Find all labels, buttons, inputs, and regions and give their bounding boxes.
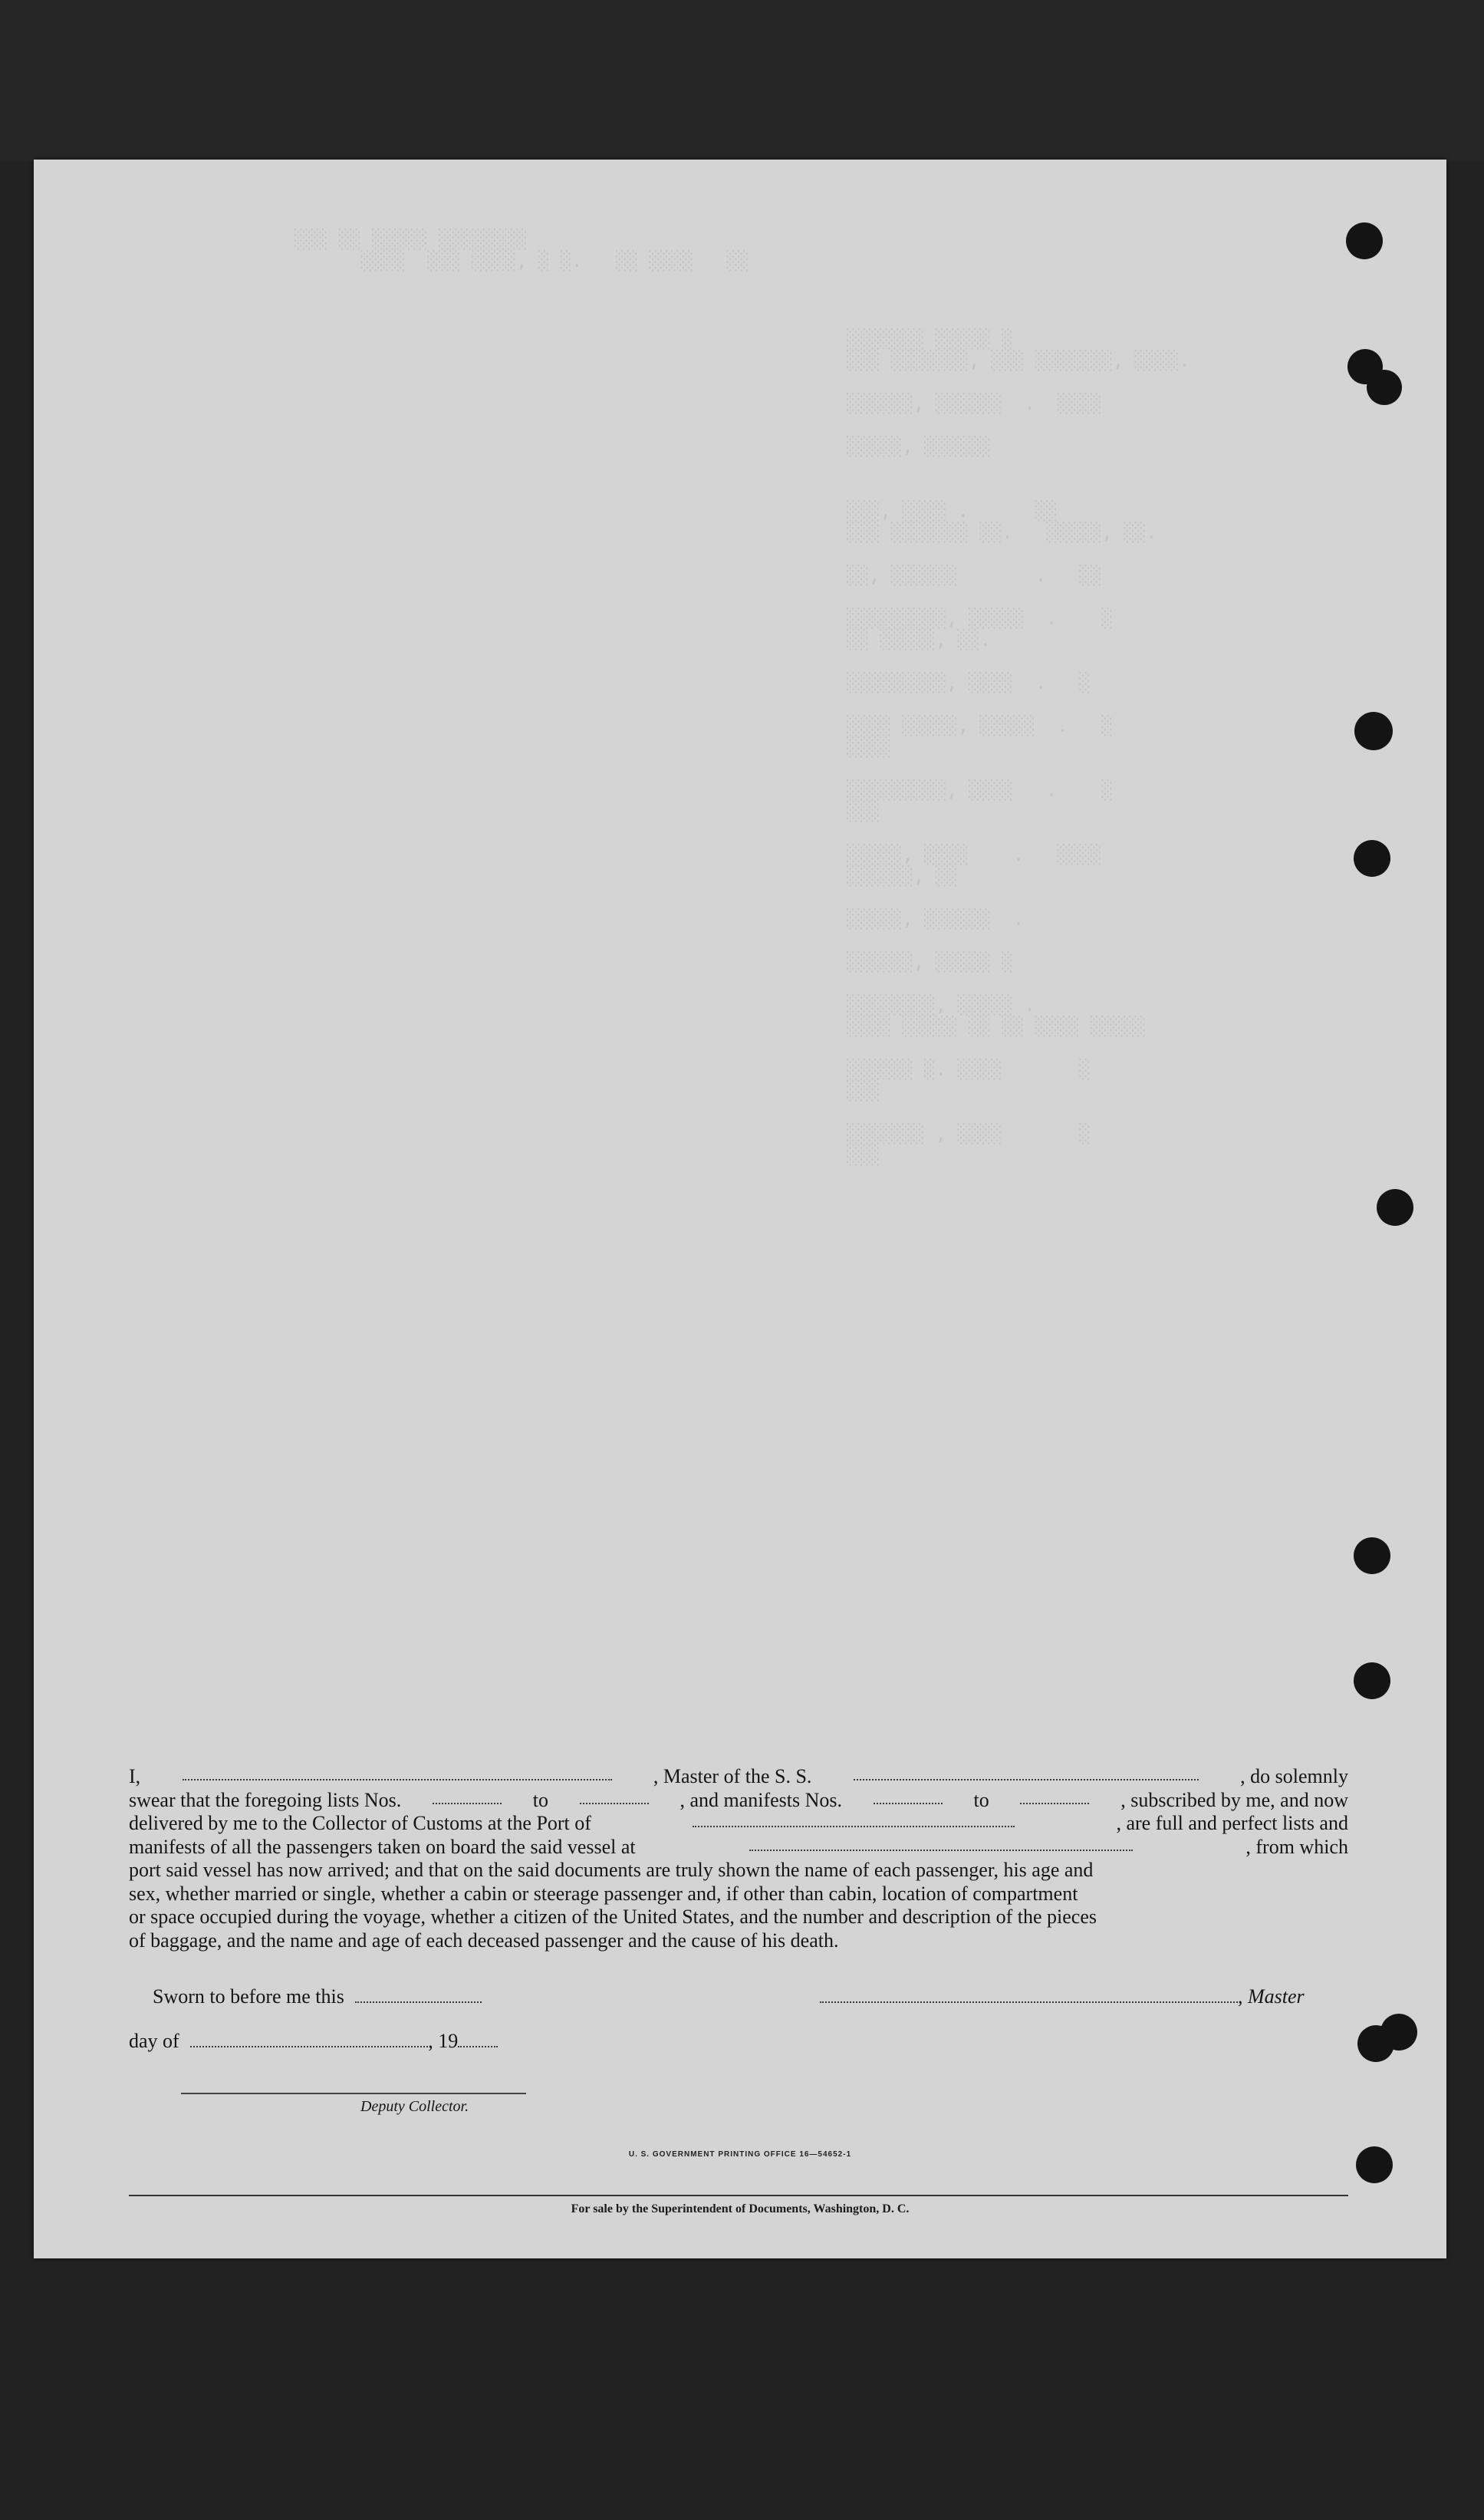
oath-text-swear: swear that the foregoing lists Nos. xyxy=(129,1788,402,1811)
oath-text-i: I, xyxy=(129,1765,141,1787)
sworn-day-blank[interactable] xyxy=(355,1988,482,2003)
vessel-name-blank[interactable] xyxy=(854,1765,1199,1780)
punch-hole xyxy=(1377,1189,1413,1226)
oath-line-4 xyxy=(129,1836,1348,1860)
oath-text-delivered: delivered by me to the Collector of Customs at the Port of xyxy=(129,1812,591,1834)
day-of-label: day of xyxy=(129,2030,179,2052)
oath-text-manifests-all: manifests of all the passengers taken on board the said vessel at xyxy=(129,1835,636,1858)
day-of-row xyxy=(129,2030,498,2053)
oath-paragraph xyxy=(129,1765,1348,1952)
oath-line-8: of baggage, and the name and age of each deceased passenger and the cause of his death. xyxy=(129,1929,839,1952)
oath-line-2 xyxy=(129,1789,1348,1813)
oath-text-do-solemnly: , do solemnly xyxy=(1240,1765,1348,1787)
sworn-label: Sworn to before me this xyxy=(153,1985,344,2008)
departure-port-blank[interactable] xyxy=(749,1836,1133,1851)
oath-text-to-1: to xyxy=(532,1788,548,1811)
manifests-to-blank[interactable] xyxy=(1020,1789,1089,1804)
lists-to-blank[interactable] xyxy=(580,1789,649,1804)
bleed-through-text: ░░░░░░░ ░░░░░ ░ ░░░ ░░░░░░░, ░░░ ░░░░░░░, ░░░░. ░░░░░░, ░░░░░░ . ░░░░ ░░░░░, ░░░░░░ ░░░, ░░░░ . ░░ ░░░ ░░░░░░░ ░░. ░░░░░, ░░. ░░, ░░░░░░ . ░░ ░░░░░░░░░, ░░░░░ . ░ ░░ ░░░░░, ░░. ░░░░░░░░░, ░░░░ . ░ ░░░░ ░░░░░, ░░░░░ . ░ ░░░░ ░░░░░░░░░, ░░░░ . ░ ░░░ ░░░░░, ░░░░ . ░░░░ ░░░░░░, ░░ ░░░░░, ░░░░░░ . ░░░░░░, ░░░░░ ░ ░░░░░░░░, ░░░░░ . ░░░░ ░░░░░ ░░ ░░ ░░░░ ░░░░░ ░░░░░░ ░. ░░░░ ░ ░░░ ░░░░░░░ , ░░░░ ░ ░░░ xyxy=(847,328,1190,1166)
oath-line-7: or space occupied during the voyage, whether a citizen of the United States, and the number and description of the pieces xyxy=(129,1906,1097,1928)
punch-hole xyxy=(1380,2014,1417,2051)
master-signature-row xyxy=(820,1985,1305,2008)
lists-from-blank[interactable] xyxy=(433,1789,502,1804)
form-page xyxy=(34,160,1446,2258)
punch-hole xyxy=(1346,222,1383,259)
oath-text-manifests: , and manifests Nos. xyxy=(679,1788,843,1811)
master-name-blank[interactable] xyxy=(183,1765,612,1780)
punch-hole xyxy=(1354,712,1393,750)
oath-text-to-2: to xyxy=(973,1788,989,1811)
oath-line-1 xyxy=(129,1765,1348,1789)
scan-background-top xyxy=(0,0,1484,161)
punch-hole xyxy=(1354,1662,1390,1699)
oath-text-subscribed: , subscribed by me, and now xyxy=(1120,1788,1348,1811)
month-blank[interactable] xyxy=(190,2032,428,2047)
punch-hole xyxy=(1354,1537,1390,1574)
oath-line-6: sex, whether married or single, whether a cabin or steerage passenger and, if other than cabin, location of compartment xyxy=(129,1882,1078,1905)
for-sale-notice: For sale by the Superintendent of Documents, Washington, D. C. xyxy=(571,2202,910,2215)
deputy-collector-label: Deputy Collector. xyxy=(360,2098,469,2115)
master-label: , Master xyxy=(1238,1985,1305,2008)
deputy-collector-signature-line[interactable] xyxy=(181,2093,526,2094)
oath-line-3 xyxy=(129,1812,1348,1836)
year-label: , 19 xyxy=(428,2030,459,2052)
punch-hole xyxy=(1356,2146,1393,2183)
oath-text-master-of-ss: , Master of the S. S. xyxy=(653,1765,812,1787)
punch-hole xyxy=(1367,370,1402,405)
bleed-through-text: ░░░ ░░ ░░░░░ ░░░░░░░░ ░░░░ ░░░ ░░░░, ░ ░. ░░ ░░░░ ░░ xyxy=(294,229,749,272)
sworn-row xyxy=(153,1985,482,2008)
punch-hole xyxy=(1354,840,1390,877)
master-signature-blank[interactable] xyxy=(820,1988,1238,2003)
oath-text-full-perfect: , are full and perfect lists and xyxy=(1116,1812,1348,1834)
port-name-blank[interactable] xyxy=(693,1812,1015,1827)
footer-rule xyxy=(129,2195,1348,2196)
oath-line-5: port said vessel has now arrived; and that on the said documents are truly shown the name of each passenger, his age and xyxy=(129,1859,1094,1881)
year-blank[interactable] xyxy=(458,2032,498,2047)
oath-text-from-which: , from which xyxy=(1245,1835,1348,1858)
gpo-imprint: U. S. GOVERNMENT PRINTING OFFICE 16—54652-1 xyxy=(628,2150,852,2159)
manifests-from-blank[interactable] xyxy=(874,1789,943,1804)
